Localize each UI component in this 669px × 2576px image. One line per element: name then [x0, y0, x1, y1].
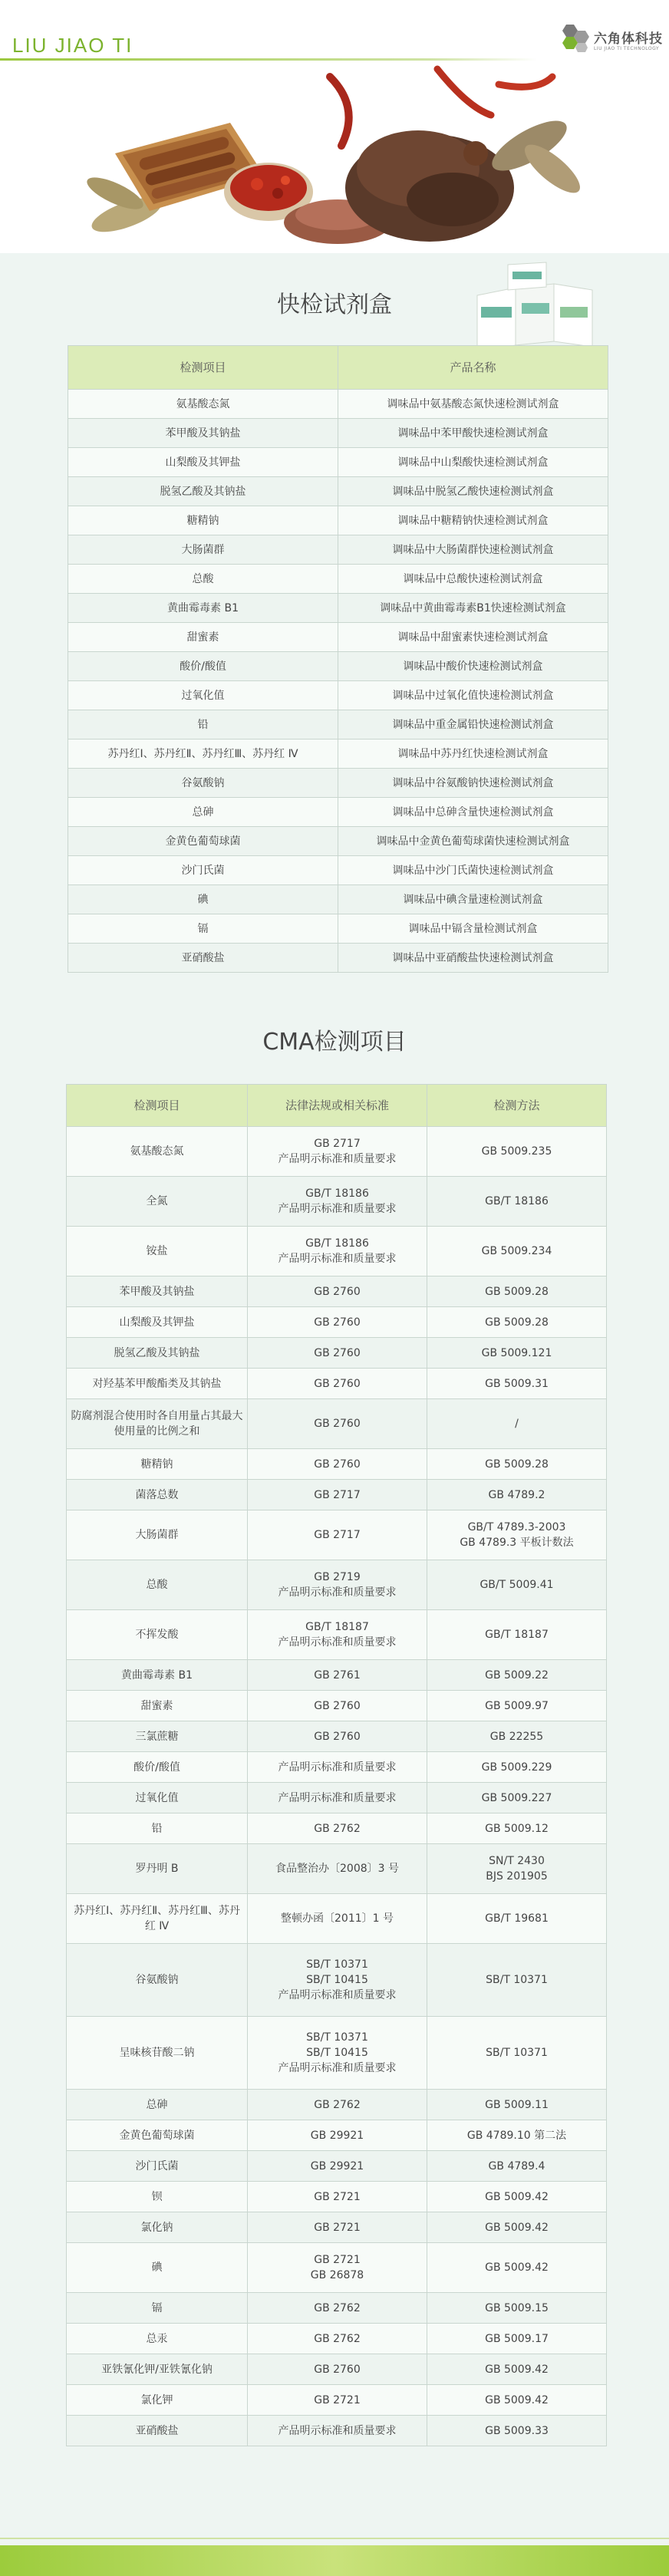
- table-cell: GB/T 18186: [427, 1177, 607, 1227]
- table-cell: 碘: [68, 885, 338, 914]
- table-row: [67, 1449, 607, 1480]
- table-cell: 甜蜜素: [67, 1691, 248, 1721]
- table-row: [67, 1721, 607, 1752]
- table-row: [67, 1276, 607, 1307]
- table-cell: 黄曲霉毒素 B1: [67, 1660, 248, 1691]
- table-cell: GB 4789.4: [427, 2151, 607, 2182]
- table-cell: 氯化钠: [67, 2212, 248, 2243]
- table-cell: 氨基酸态氮: [68, 390, 338, 419]
- table-cell: 钡: [67, 2182, 248, 2212]
- test-kit-boxes-image: [470, 261, 600, 353]
- spices-hero-image: [0, 61, 669, 253]
- table-cell: GB 5009.42: [427, 2212, 607, 2243]
- table-row: [68, 710, 608, 740]
- table-row: [68, 477, 608, 506]
- table-cell: GB/T 5009.41: [427, 1560, 607, 1610]
- table-cell: GB 2760: [248, 1449, 427, 1480]
- table-row: [68, 652, 608, 681]
- table-cell: 调味品中沙门氏菌快速检测试剂盒: [338, 856, 608, 885]
- table-cell: SN/T 2430 BJS 201905: [427, 1844, 607, 1894]
- table-row: [67, 2416, 607, 2446]
- table-row: [67, 2182, 607, 2212]
- table-cell: GB 2762: [248, 1813, 427, 1844]
- table-cell: 糖精钠: [67, 1449, 248, 1480]
- table-cell: 酸价/酸值: [67, 1752, 248, 1783]
- table-cell: 苏丹红Ⅰ、苏丹红Ⅱ、苏丹红Ⅲ、苏丹红 Ⅳ: [67, 1894, 248, 1944]
- table-cell: GB 5009.28: [427, 1449, 607, 1480]
- table-cell: 谷氨酸钠: [67, 1944, 248, 2017]
- table-cell: GB/T 19681: [427, 1894, 607, 1944]
- table-cell: 调味品中碘含量速检测试剂盒: [338, 885, 608, 914]
- table-cell: GB 4789.10 第二法: [427, 2120, 607, 2151]
- table-cell: 调味品中氨基酸态氮快速检测试剂盒: [338, 390, 608, 419]
- company-logo: [557, 20, 663, 64]
- table-cell: 铅: [67, 1813, 248, 1844]
- table-cell: GB 5009.28: [427, 1307, 607, 1338]
- table-row: [67, 1369, 607, 1399]
- table-cell: 谷氨酸钠: [68, 769, 338, 798]
- table-cell: 调味品中大肠菌群快速检测试剂盒: [338, 535, 608, 565]
- table-cell: GB 2760: [248, 1276, 427, 1307]
- table-cell: 三氯蔗糖: [67, 1721, 248, 1752]
- table-cell: 调味品中脱氢乙酸快速检测试剂盒: [338, 477, 608, 506]
- brand-underline: [0, 58, 537, 61]
- table-header-row: [68, 346, 608, 390]
- table-row: [67, 1610, 607, 1660]
- table-cell: GB 5009.42: [427, 2385, 607, 2416]
- table-cell: GB 29921: [248, 2120, 427, 2151]
- table-cell: 大肠菌群: [68, 535, 338, 565]
- table-cell: 沙门氏菌: [68, 856, 338, 885]
- table-cell: 山梨酸及其钾盐: [67, 1307, 248, 1338]
- table-cell: GB 2760: [248, 1338, 427, 1369]
- table-cell: GB 2717 产品明示标准和质量要求: [248, 1127, 427, 1177]
- column-header: 检测方法: [427, 1085, 607, 1127]
- logo-chinese-name: 六角体科技: [594, 31, 663, 47]
- table-row: [67, 1338, 607, 1369]
- table-cell: 脱氢乙酸及其钠盐: [68, 477, 338, 506]
- table-row: [67, 1783, 607, 1813]
- table-cell: SB/T 10371 SB/T 10415 产品明示标准和质量要求: [248, 1944, 427, 2017]
- table-cell: GB 5009.33: [427, 2416, 607, 2446]
- table-row: [67, 1944, 607, 2017]
- table-row: [67, 1177, 607, 1227]
- table-row: [67, 2120, 607, 2151]
- page-header: [0, 0, 669, 69]
- table-cell: 调味品中糖精钠快速检测试剂盒: [338, 506, 608, 535]
- column-header: 检测项目: [67, 1085, 248, 1127]
- table-cell: 产品明示标准和质量要求: [248, 2416, 427, 2446]
- table-cell: 脱氢乙酸及其钠盐: [67, 1338, 248, 1369]
- table-cell: 产品明示标准和质量要求: [248, 1752, 427, 1783]
- table-cell: 亚硝酸盐: [67, 2416, 248, 2446]
- table-cell: GB 5009.229: [427, 1752, 607, 1783]
- table-row: [67, 2385, 607, 2416]
- table-row: [68, 885, 608, 914]
- table-cell: GB 5009.42: [427, 2354, 607, 2385]
- table-cell: GB 5009.42: [427, 2243, 607, 2293]
- table-cell: 亚硝酸盐: [68, 944, 338, 973]
- table-cell: GB 2762: [248, 2090, 427, 2120]
- table-cell: GB 5009.42: [427, 2182, 607, 2212]
- table-cell: 碘: [67, 2243, 248, 2293]
- table-cell: 整顿办函〔2011〕1 号: [248, 1894, 427, 1944]
- table-row: [67, 1307, 607, 1338]
- table-cell: 糖精钠: [68, 506, 338, 535]
- table-cell: GB 5009.22: [427, 1660, 607, 1691]
- table-cell: SB/T 10371: [427, 1944, 607, 2017]
- column-header: 检测项目: [68, 346, 338, 390]
- table-cell: GB 5009.15: [427, 2293, 607, 2324]
- column-header: 法律法规或相关标准: [248, 1085, 427, 1127]
- table-cell: 大肠菌群: [67, 1510, 248, 1560]
- table-cell: 调味品中亚硝酸盐快速检测试剂盒: [338, 944, 608, 973]
- table-cell: GB 5009.17: [427, 2324, 607, 2354]
- table-cell: 亚铁氰化钾/亚铁氰化钠: [67, 2354, 248, 2385]
- table-row: [67, 1510, 607, 1560]
- section-title-quick-test-kits: 快检试剂盒: [277, 292, 392, 318]
- table-cell: 酸价/酸值: [68, 652, 338, 681]
- table-cell: 调味品中镉含量检测试剂盒: [338, 914, 608, 944]
- table-row: [67, 1480, 607, 1510]
- table-cell: GB 5009.227: [427, 1783, 607, 1813]
- table-cell: 过氧化值: [68, 681, 338, 710]
- table-row: [68, 740, 608, 769]
- table-cell: 黄曲霉毒素 B1: [68, 594, 338, 623]
- table-cell: 罗丹明 B: [67, 1844, 248, 1894]
- table-row: [67, 2354, 607, 2385]
- table-cell: 镉: [68, 914, 338, 944]
- table-row: [67, 2151, 607, 2182]
- footer-line: [0, 2538, 669, 2539]
- table-cell: 对羟基苯甲酸酯类及其钠盐: [67, 1369, 248, 1399]
- table-row: [68, 565, 608, 594]
- table-cell: GB 22255: [427, 1721, 607, 1752]
- table-cell: GB/T 18187: [427, 1610, 607, 1660]
- table-cell: 防腐剂混合使用时各自用量占其最大使用量的比例之和: [67, 1399, 248, 1449]
- table-cell: GB 2762: [248, 2293, 427, 2324]
- table-cell: 调味品中总酸快速检测试剂盒: [338, 565, 608, 594]
- table-cell: GB 5009.11: [427, 2090, 607, 2120]
- table-cell: GB 29921: [248, 2151, 427, 2182]
- table-cell: 不挥发酸: [67, 1610, 248, 1660]
- table-cell: GB/T 18186 产品明示标准和质量要求: [248, 1227, 427, 1276]
- table-row: [67, 2243, 607, 2293]
- table-row: [68, 798, 608, 827]
- table-row: [68, 623, 608, 652]
- table-cell: SB/T 10371 SB/T 10415 产品明示标准和质量要求: [248, 2017, 427, 2090]
- table-cell: SB/T 10371: [427, 2017, 607, 2090]
- table-cell: 调味品中过氧化值快速检测试剂盒: [338, 681, 608, 710]
- table-cell: GB 5009.31: [427, 1369, 607, 1399]
- logo-english-name: LIU JIAO TI TECHNOLOGY: [594, 46, 660, 51]
- table-row: [67, 1560, 607, 1610]
- table-cell: 总酸: [68, 565, 338, 594]
- table-cell: GB 5009.28: [427, 1276, 607, 1307]
- table-cell: 沙门氏菌: [67, 2151, 248, 2182]
- table-cell: 呈味核苷酸二钠: [67, 2017, 248, 2090]
- table-cell: GB 2721: [248, 2212, 427, 2243]
- table-row: [67, 2324, 607, 2354]
- table-cell: GB 2719 产品明示标准和质量要求: [248, 1560, 427, 1610]
- table-cell: 调味品中谷氨酸钠快速检测试剂盒: [338, 769, 608, 798]
- table-cell: 苯甲酸及其钠盐: [67, 1276, 248, 1307]
- table-row: [67, 2293, 607, 2324]
- quick-test-kit-table: [68, 345, 608, 973]
- table-cell: GB 2760: [248, 1307, 427, 1338]
- table-cell: 总砷: [68, 798, 338, 827]
- table-cell: 苯甲酸及其钠盐: [68, 419, 338, 448]
- table-cell: 调味品中山梨酸快速检测试剂盒: [338, 448, 608, 477]
- table-cell: GB 2717: [248, 1480, 427, 1510]
- table-cell: GB/T 18186 产品明示标准和质量要求: [248, 1177, 427, 1227]
- table-header-row: [67, 1085, 607, 1127]
- table-cell: GB/T 18187 产品明示标准和质量要求: [248, 1610, 427, 1660]
- table-cell: 苏丹红Ⅰ、苏丹红Ⅱ、苏丹红Ⅲ、苏丹红 Ⅳ: [68, 740, 338, 769]
- table-cell: 金黄色葡萄球菌: [67, 2120, 248, 2151]
- table-cell: GB 5009.234: [427, 1227, 607, 1276]
- footer-bar: [0, 2545, 669, 2576]
- table-row: [68, 681, 608, 710]
- table-cell: 调味品中金黄色葡萄球菌快速检测试剂盒: [338, 827, 608, 856]
- table-row: [67, 1691, 607, 1721]
- table-row: [67, 2090, 607, 2120]
- hexagon-logo-icon: [557, 21, 591, 55]
- table-row: [68, 827, 608, 856]
- table-row: [68, 448, 608, 477]
- table-cell: GB 2721: [248, 2182, 427, 2212]
- table-cell: GB 2760: [248, 1721, 427, 1752]
- table-cell: GB 4789.2: [427, 1480, 607, 1510]
- table-cell: GB 2721 GB 26878: [248, 2243, 427, 2293]
- table-cell: 金黄色葡萄球菌: [68, 827, 338, 856]
- table-cell: 菌落总数: [67, 1480, 248, 1510]
- table-cell: 甜蜜素: [68, 623, 338, 652]
- table-cell: 镉: [67, 2293, 248, 2324]
- table-cell: 调味品中黄曲霉毒素B1快速检测试剂盒: [338, 594, 608, 623]
- table-row: [67, 1752, 607, 1783]
- table-cell: 氯化钾: [67, 2385, 248, 2416]
- table-row: [67, 1813, 607, 1844]
- table-cell: 铅: [68, 710, 338, 740]
- table-cell: /: [427, 1399, 607, 1449]
- brand-text: LIU JIAO TI: [12, 34, 133, 57]
- table-cell: GB/T 4789.3-2003 GB 4789.3 平板计数法: [427, 1510, 607, 1560]
- table-cell: 总砷: [67, 2090, 248, 2120]
- table-row: [67, 2017, 607, 2090]
- table-row: [67, 1660, 607, 1691]
- table-cell: GB 2721: [248, 2385, 427, 2416]
- section-title-cma-items: CMA检测项目: [262, 1029, 407, 1056]
- table-cell: 总汞: [67, 2324, 248, 2354]
- table-row: [67, 1127, 607, 1177]
- table-cell: GB 2760: [248, 1369, 427, 1399]
- table-cell: GB 2760: [248, 1691, 427, 1721]
- table-cell: 过氧化值: [67, 1783, 248, 1813]
- table-cell: 调味品中酸价快速检测试剂盒: [338, 652, 608, 681]
- table-cell: 调味品中重金属铅快速检测试剂盒: [338, 710, 608, 740]
- table-cell: 调味品中总砷含量快速检测试剂盒: [338, 798, 608, 827]
- table-cell: GB 2761: [248, 1660, 427, 1691]
- table-cell: GB 5009.12: [427, 1813, 607, 1844]
- column-header: 产品名称: [338, 346, 608, 390]
- table-cell: GB 2760: [248, 1399, 427, 1449]
- table-row: [68, 390, 608, 419]
- spices-illustration: [0, 61, 669, 253]
- table-cell: 山梨酸及其钾盐: [68, 448, 338, 477]
- table-cell: 总酸: [67, 1560, 248, 1610]
- table-row: [68, 769, 608, 798]
- table-cell: 调味品中苏丹红快速检测试剂盒: [338, 740, 608, 769]
- table-row: [68, 944, 608, 973]
- table-cell: GB 5009.235: [427, 1127, 607, 1177]
- table-cell: GB 2762: [248, 2324, 427, 2354]
- table-row: [68, 535, 608, 565]
- table-row: [67, 1399, 607, 1449]
- table-cell: 铵盐: [67, 1227, 248, 1276]
- table-row: [67, 1894, 607, 1944]
- table-cell: 调味品中甜蜜素快速检测试剂盒: [338, 623, 608, 652]
- table-cell: GB 5009.121: [427, 1338, 607, 1369]
- table-cell: 调味品中苯甲酸快速检测试剂盒: [338, 419, 608, 448]
- table-row: [67, 1227, 607, 1276]
- table-row: [68, 419, 608, 448]
- table-cell: 全氮: [67, 1177, 248, 1227]
- table-row: [68, 914, 608, 944]
- table-row: [68, 506, 608, 535]
- table-cell: 食品整治办〔2008〕3 号: [248, 1844, 427, 1894]
- table-cell: 氨基酸态氮: [67, 1127, 248, 1177]
- table-cell: GB 2760: [248, 2354, 427, 2385]
- table-cell: GB 5009.97: [427, 1691, 607, 1721]
- table-row: [68, 856, 608, 885]
- table-row: [68, 594, 608, 623]
- table-row: [67, 2212, 607, 2243]
- table-cell: GB 2717: [248, 1510, 427, 1560]
- table-cell: 产品明示标准和质量要求: [248, 1783, 427, 1813]
- cma-test-items-table: [66, 1084, 607, 2446]
- table-row: [67, 1844, 607, 1894]
